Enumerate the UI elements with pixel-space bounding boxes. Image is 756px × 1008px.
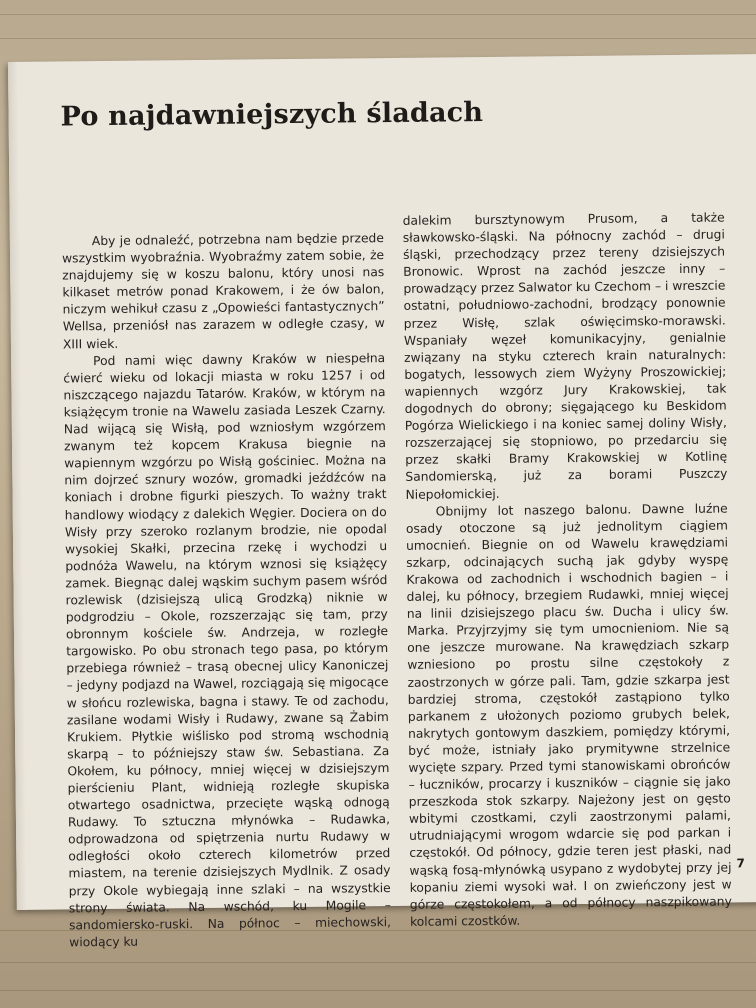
page-title: Po najdawniejszych śladach [60, 97, 484, 133]
paragraph: Aby je odnaleźć, potrzebna nam będzie przede wszystkim wyobraźnia. Wyobraźmy zatem sobie, że znajdujemy się w koszu balonu, który unosi nas kilkaset metrów ponad Krakowem, i że ów balon, niczym wehikuł czasu z „Opowieści fantastycznych” Wellsa, przeniósł nas zarazem w odległe czasy, w XIII wiek. [61, 231, 385, 352]
right-column [403, 210, 733, 931]
paragraph: Obnijmy lot naszego balonu. Dawne luźne osady otoczone są już jednolitym ciągiem umocnień. Biegnie on od Wawelu krawędziami szkarp, odcinających suchą jak gdyby wyspę Krakowa od zachodnich i wschodnich bagien – i dalej, ku północy, brzegiem Rudawki, mniej więcej na linii dzisiejszego placu św. Ducha i ulicy św. Marka. Przyjrzyjmy się tym umocnieniom. Nie są one jeszcze murowane. Na krawędziach szkarp wzniesiono po prostu silne częstokoły z zaostrzonych w górze pali. Tam, gdzie szkarpa jest bardziej stroma, częstokół zastąpiono tylko parkanem z ułożonych poziomo grubych belek, nakrytych gontowym daszkiem, pomiędzy którymi, być może, istniały jako prymitywne strzelnice wycięte szpary. Przed tymi stanowiskami obrońców – łuczników, procarzy i kuszników – ciągnie się jako przeszkoda stok szkarpy. Najeżony jest on gęsto wbitymi czostkami, czyli zaostrzonymi palami, utrudniającymi wrogom wdarcie się pod parkan i częstokół. Od północy, gdzie teren jest płaski, nad wąską fosą-młynówką usypano z wydobytej przy jej kopaniu ziemi wysoki wał. I on zwieńczony jest w górze częstokołem, a od północy naszpikowany kolcami czostków. [405, 501, 732, 929]
paragraph: dalekim bursztynowym Prusom, a także sławkowsko-śląski. Na północny zachód – drugi śląski, przechodzący przez tereny dzisiejszych Bronowic. Wprost na zachód jeszcze inny – prowadzący przez Salwator ku Czechom – i wreszcie ostatni, południowo-zachodni, brodzący ponownie przez Wisłę, szlak oświęcimsko-morawski. Wspaniały węzeł komunikacyjny, genialnie związany na styku czterech krain naturalnych: bogatych, lessowych ziem Wyżyny Proszowickiej; wapiennych wzgórz Jury Krakowskiej, tak dogodnych do obrony; sięgającego ku Beskidom Pogórza Wielickiego i na koniec samej doliny Wisły, rozszerzającej się stopniowo, po przedarciu się przez skałki Bramy Krakowskiej w Kotlinę Sandomierską, już za borami Puszczy Niepołomickiej. [402, 210, 728, 502]
page-number: 7 [736, 856, 745, 871]
page-edge [8, 62, 27, 910]
book-page [8, 54, 756, 950]
left-column [62, 230, 392, 951]
paragraph: Pod nami więc dawny Kraków w niespełna ćwierć wieku od lokacji miasta w roku 1257 i od niszczącego najazdu Tatarów. Kraków, w którym na książęcym tronie na Wawelu zasiada Leszek Czarny. Nad wijącą się Wisłą, pod wzniosłym wzgórzem zwanym też kopcem Krakusa biegnie na wapiennym wzgórzu po Wisłą gościniec. Można na nim dojrzeć sznury wozów, gromadki jeźdźców na koniach i drobne figurki pieszych. To ważny trakt handlowy wiodący z dalekich Węgier. Dociera on do Wisły przy szeroko rozlanym brodzie, nie opodal wysokiej Skałki, przecina rzekę i wychodzi u podnóża Wawelu, na którym wznosi się książęcy zamek. Biegnąc dalej wąskim suchym pasem wśród rozlewisk (dzisiejszą ulicą Grodzką) niknie w podgrodziu – Okole, rozszerzając się tam, przy obronnym kościele św. Andrzeja, w rozległe targowisko. Po obu stronach tego pasa, po którym przebiega również – trasą obecnej ulicy Kanoniczej – jedyny podjazd na Wawel, rozciągają się migocące w słońcu rozlewiska, bagna i stawy. Te od zachodu, zasilane wodami Wisły i Rudawy, zwane są Żabim Krukiem. Płytkie wiślisko pod stromą wschodnią skarpą – to późniejszy staw św. Sebastiana. Za Okołem, ku północy, mniej więcej w dzisiejszym pierścieniu Plant, widnieją rozległe skupiska otwartego osadnictwa, przecięte wąską odnogą Rudawy. To sztuczna młynówka – Rudawka, odprowadzona od spiętrzenia nurtu Rudawy w odległości około czterech kilometrów przed miastem, na terenie dzisiejszych Mydlnik. Z osady przy Okole wybiegają inne szlaki – na wszystkie strony świata. Na wschód, ku Mogile – sandomiersko-ruski. Na północ – miechowski, wiodący ku [63, 350, 392, 950]
